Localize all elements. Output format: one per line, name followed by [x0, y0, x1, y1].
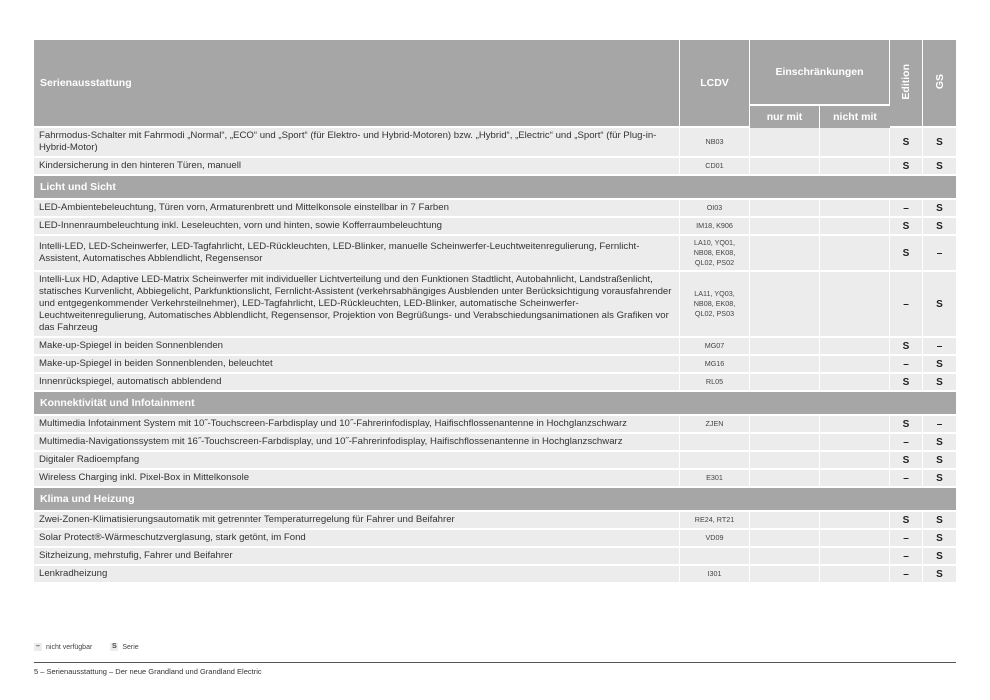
feature-description: Lenkradheizung: [34, 566, 680, 584]
header-lcdv: LCDV: [680, 40, 750, 128]
restriction-nicht-mit: [820, 566, 890, 584]
lcdv-code: [680, 434, 750, 452]
feature-description: Multimedia-Navigationssystem mit 16˝-Touchscreen-Farbdisplay, und 10˝-Fahrerinfodisplay, Haifischflossenantenne in Hochglanzschwarz: [34, 434, 680, 452]
header-serienausstattung: Serienausstattung: [34, 40, 680, 128]
header-gs: [923, 40, 956, 128]
restriction-nur-mit: [750, 452, 820, 470]
table-row: [34, 158, 956, 176]
restriction-nicht-mit: [820, 548, 890, 566]
lcdv-code: E301: [680, 470, 750, 488]
restriction-nur-mit: [750, 128, 820, 158]
gs-value: S: [923, 434, 956, 452]
gs-value: S: [923, 548, 956, 566]
restriction-nicht-mit: [820, 356, 890, 374]
restriction-nur-mit: [750, 374, 820, 392]
edition-value: –: [890, 470, 923, 488]
restriction-nur-mit: [750, 272, 820, 338]
edition-value: S: [890, 374, 923, 392]
feature-description: LED-Innenraumbeleuchtung inkl. Leseleuchten, vorn und hinten, sowie Kofferraumbeleuchtung: [34, 218, 680, 236]
restriction-nur-mit: [750, 470, 820, 488]
table-row: [34, 356, 956, 374]
restriction-nicht-mit: [820, 272, 890, 338]
gs-value: S: [923, 374, 956, 392]
edition-value: S: [890, 158, 923, 176]
edition-value: S: [890, 452, 923, 470]
table-row: [34, 512, 956, 530]
table-row: [34, 470, 956, 488]
table-row: [34, 338, 956, 356]
lcdv-code: [680, 452, 750, 470]
restriction-nur-mit: [750, 566, 820, 584]
restriction-nicht-mit: [820, 374, 890, 392]
gs-value: S: [923, 566, 956, 584]
restriction-nur-mit: [750, 338, 820, 356]
feature-description: Innenrückspiegel, automatisch abblendend: [34, 374, 680, 392]
edition-value: S: [890, 416, 923, 434]
lcdv-code: CD01: [680, 158, 750, 176]
lcdv-code: IM18, K906: [680, 218, 750, 236]
gs-value: S: [923, 470, 956, 488]
edition-value: –: [890, 272, 923, 338]
table-row: [34, 236, 956, 272]
lcdv-code: [680, 548, 750, 566]
restriction-nicht-mit: [820, 452, 890, 470]
table-body: [34, 128, 956, 584]
edition-value: –: [890, 548, 923, 566]
edition-value: –: [890, 530, 923, 548]
legend-s-symbol: S: [111, 643, 117, 650]
section-title: Konnektivität und Infotainment: [34, 392, 956, 416]
restriction-nicht-mit: [820, 128, 890, 158]
lcdv-code: RE24, RT21: [680, 512, 750, 530]
equipment-table-container: [34, 40, 956, 584]
table-row: [34, 530, 956, 548]
equipment-table: [34, 40, 956, 584]
legend: [34, 643, 139, 651]
edition-value: –: [890, 434, 923, 452]
lcdv-code: MG16: [680, 356, 750, 374]
restriction-nur-mit: [750, 236, 820, 272]
restriction-nicht-mit: [820, 512, 890, 530]
restriction-nur-mit: [750, 530, 820, 548]
lcdv-code: RL05: [680, 374, 750, 392]
feature-description: Solar Protect®-Wärmeschutzverglasung, stark getönt, im Fond: [34, 530, 680, 548]
section-header-row: [34, 488, 956, 512]
section-header-row: [34, 176, 956, 200]
gs-value: S: [923, 158, 956, 176]
legend-s-text: Serie: [122, 643, 139, 651]
restriction-nur-mit: [750, 512, 820, 530]
gs-value: S: [923, 356, 956, 374]
restriction-nur-mit: [750, 434, 820, 452]
gs-value: S: [923, 530, 956, 548]
restriction-nicht-mit: [820, 470, 890, 488]
table-row: [34, 218, 956, 236]
section-title: Licht und Sicht: [34, 176, 956, 200]
lcdv-code: I301: [680, 566, 750, 584]
feature-description: Wireless Charging inkl. Pixel-Box in Mittelkonsole: [34, 470, 680, 488]
restriction-nur-mit: [750, 416, 820, 434]
section-title: Klima und Heizung: [34, 488, 956, 512]
lcdv-code: OI03: [680, 200, 750, 218]
gs-value: S: [923, 452, 956, 470]
lcdv-code: VD09: [680, 530, 750, 548]
feature-description: Make-up-Spiegel in beiden Sonnenblenden, beleuchtet: [34, 356, 680, 374]
table-row: [34, 200, 956, 218]
restriction-nur-mit: [750, 200, 820, 218]
gs-value: –: [923, 236, 956, 272]
table-row: [34, 452, 956, 470]
legend-dash-symbol: –: [34, 643, 42, 651]
feature-description: Sitzheizung, mehrstufig, Fahrer und Beifahrer: [34, 548, 680, 566]
legend-dash-text: nicht verfügbar: [46, 643, 93, 651]
edition-value: S: [890, 236, 923, 272]
gs-value: S: [923, 512, 956, 530]
feature-description: Multimedia Infotainment System mit 10˝-Touchscreen-Farbdisplay und 10˝-Fahrerinfodisplay, Haifischflossenantenne in Hochglanzschwarz: [34, 416, 680, 434]
lcdv-code: MG07: [680, 338, 750, 356]
restriction-nur-mit: [750, 218, 820, 236]
feature-description: Zwei-Zonen-Klimatisierungsautomatik mit getrennter Temperaturregelung für Fahrer und Beifahrer: [34, 512, 680, 530]
feature-description: Intelli-Lux HD, Adaptive LED-Matrix Scheinwerfer mit individueller Lichtverteilung und den Funktionen Stadtlicht, Autobahnlicht, Landstraßenlicht, statisches Kurvenlicht, Abbiegelicht, Parkfunktionslicht, Fernlicht-Assistent (verkehrsabhängiges Ausblenden unter Berücksichtigung vorausfahrender und entgegenkommender Verkehrsteilnehmer), LED-Tagfahrlicht, LED-Rückleuchten, LED-Blinker, automatische Scheinwerfer-Leuchtweitenregulierung, Automatisches Abblendlicht, Regensensor, Projektion von Begrüßungs- und Verabschiedungsanimationen als Grafiken vor das Fahrzeug: [34, 272, 680, 338]
edition-value: S: [890, 218, 923, 236]
feature-description: Intelli-LED, LED-Scheinwerfer, LED-Tagfahrlicht, LED-Rückleuchten, LED-Blinker, manuelle Scheinwerfer-Leuchtweitenregulierung, Fernlicht-Assistent, Automatisches Abblendlicht, Regensensor: [34, 236, 680, 272]
feature-description: Make-up-Spiegel in beiden Sonnenblenden: [34, 338, 680, 356]
table-row: [34, 548, 956, 566]
table-row: [34, 566, 956, 584]
feature-description: Kindersicherung in den hinteren Türen, manuell: [34, 158, 680, 176]
table-row: [34, 416, 956, 434]
restriction-nicht-mit: [820, 530, 890, 548]
footer-text: 5 – Serienausstattung – Der neue Grandland und Grandland Electric: [34, 667, 262, 676]
lcdv-code: NB03: [680, 128, 750, 158]
feature-description: Digitaler Radioempfang: [34, 452, 680, 470]
header-gs-label: GS: [933, 73, 946, 90]
restriction-nur-mit: [750, 356, 820, 374]
table-row: [34, 272, 956, 338]
edition-value: –: [890, 200, 923, 218]
header-einschraenkungen: Einschränkungen: [750, 40, 890, 106]
gs-value: S: [923, 128, 956, 158]
edition-value: S: [890, 512, 923, 530]
edition-value: S: [890, 338, 923, 356]
gs-value: S: [923, 218, 956, 236]
edition-value: –: [890, 566, 923, 584]
lcdv-code: LA10, YQ01, NB08, EK08, QL02, PS02: [680, 236, 750, 272]
restriction-nur-mit: [750, 158, 820, 176]
feature-description: Fahrmodus-Schalter mit Fahrmodi „Normal“, „ECO“ und „Sport“ (für Elektro- und Hybrid-Motoren) bzw. „Hybrid“, „Electric“ und „Sport“ (für Plug-in-Hybrid-Motor): [34, 128, 680, 158]
header-edition-label: Edition: [900, 63, 913, 100]
header-nicht-mit: nicht mit: [820, 106, 890, 128]
restriction-nicht-mit: [820, 338, 890, 356]
feature-description: LED-Ambientebeleuchtung, Türen vorn, Armaturenbrett und Mittelkonsole einstellbar in 7 Farben: [34, 200, 680, 218]
restriction-nur-mit: [750, 548, 820, 566]
restriction-nicht-mit: [820, 416, 890, 434]
table-row: [34, 128, 956, 158]
gs-value: S: [923, 200, 956, 218]
restriction-nicht-mit: [820, 200, 890, 218]
gs-value: S: [923, 272, 956, 338]
gs-value: –: [923, 338, 956, 356]
footer-divider: [34, 662, 956, 663]
restriction-nicht-mit: [820, 434, 890, 452]
restriction-nicht-mit: [820, 236, 890, 272]
table-row: [34, 374, 956, 392]
lcdv-code: LA11, YQ03, NB08, EK08, QL02, PS03: [680, 272, 750, 338]
restriction-nicht-mit: [820, 158, 890, 176]
header-edition: [890, 40, 923, 128]
restriction-nicht-mit: [820, 218, 890, 236]
table-row: [34, 434, 956, 452]
header-nur-mit: nur mit: [750, 106, 820, 128]
edition-value: –: [890, 356, 923, 374]
edition-value: S: [890, 128, 923, 158]
lcdv-code: ZJEN: [680, 416, 750, 434]
section-header-row: [34, 392, 956, 416]
gs-value: –: [923, 416, 956, 434]
